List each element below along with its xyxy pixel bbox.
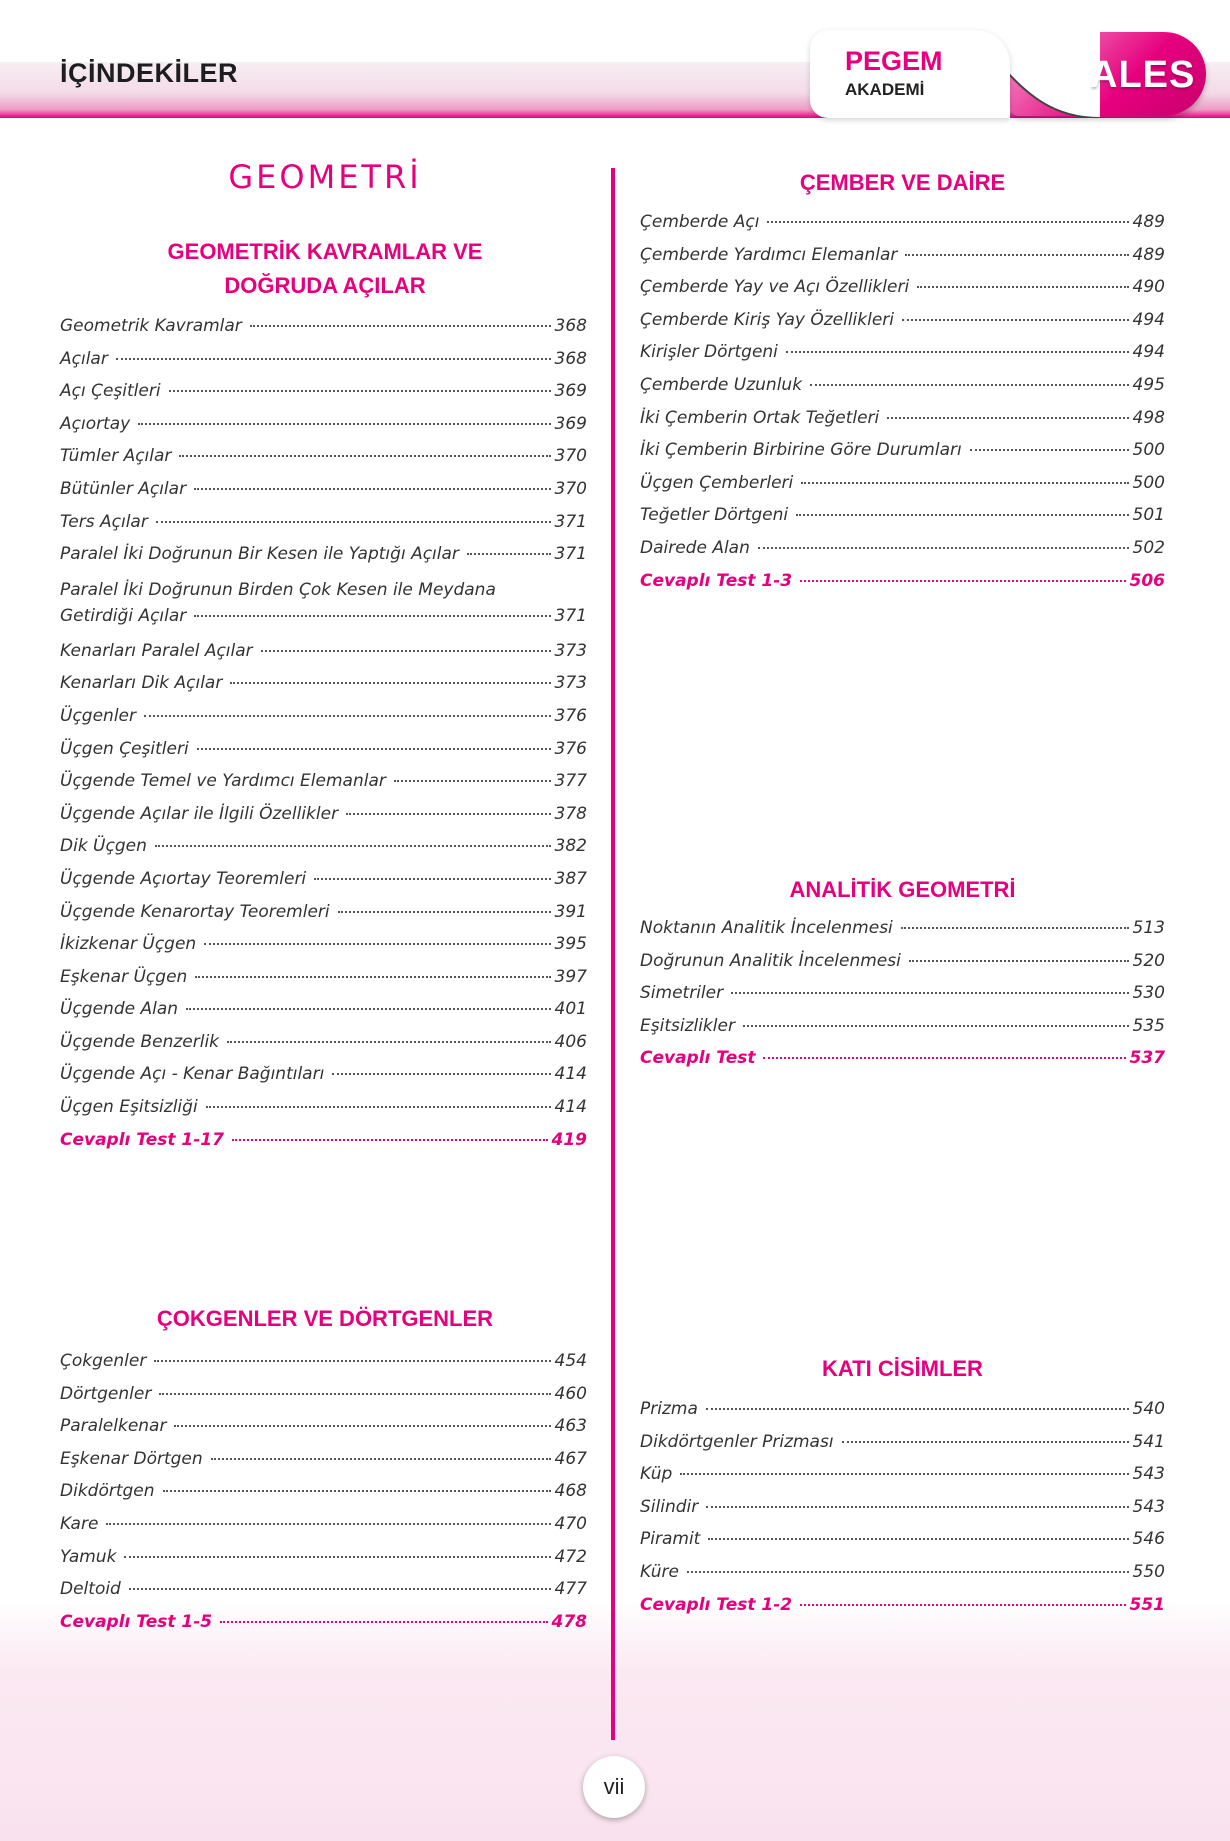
toc-entry-page: 541 [1132,1431,1165,1452]
toc-entry[interactable] [60,479,587,512]
toc-entry-page: 377 [554,771,587,792]
toc-entry[interactable] [60,1351,587,1384]
toc-entry-page: 550 [1132,1561,1165,1582]
toc-entry-page: 376 [554,705,587,726]
toc-entry[interactable] [640,245,1165,278]
toc-entry-title: Cevaplı Test 1-3 [640,570,793,591]
toc-entry-title: Üçgende Açılar ile İlgili Özellikler [60,803,339,824]
toc-entry-title: Çokgenler [60,1351,147,1371]
toc-entry[interactable] [60,1064,587,1097]
toc-entry-page: 498 [1132,407,1165,428]
toc-entry-page: 371 [554,544,587,565]
toc-entry[interactable] [640,918,1165,951]
dot-leader [706,1506,1128,1508]
toc-entry-page: 370 [554,478,587,499]
toc-entry-page: 537 [1129,1048,1165,1069]
toc-entry[interactable] [60,902,587,935]
toc-entry-title: Açı Çeşitleri [60,381,161,402]
toc-entry[interactable] [60,1032,587,1065]
toc-entry-answer-test[interactable] [640,1595,1165,1628]
toc-entry-page: 543 [1132,1496,1165,1517]
section-title-geometric-concepts [60,235,590,303]
toc-entry-title: Cevaplı Test 1-2 [640,1594,793,1615]
toc-entry-title: Cevaplı Test [640,1048,756,1069]
toc-entry-title: Dairede Alan [640,537,750,558]
toc-entry[interactable] [640,1432,1165,1465]
dot-leader [338,911,551,913]
toc-entry-page: 391 [554,901,587,922]
toc-list-polygons [60,1351,587,1644]
toc-entry[interactable] [640,951,1165,984]
dot-leader [154,1360,550,1362]
dot-leader [227,1041,551,1043]
toc-entry-title: Küp [640,1464,673,1485]
dot-leader [800,1604,1125,1606]
toc-entry-page: 543 [1132,1464,1165,1485]
toc-entry-page: 489 [1132,244,1165,265]
toc-entry-title: Bütünler Açılar [60,478,187,499]
toc-entry-page: 495 [1132,374,1165,395]
toc-entry-answer-test[interactable] [640,571,1165,604]
toc-entry[interactable] [60,1449,587,1482]
toc-entry-page: 551 [1129,1594,1165,1615]
toc-entry[interactable] [60,349,587,382]
dot-leader [706,1408,1129,1410]
toc-entry[interactable] [60,673,587,706]
toc-entry-title: Üçgende Açıortay Teoremleri [60,868,307,889]
dot-leader [156,521,551,523]
toc-entry[interactable] [60,1547,587,1580]
toc-entry[interactable] [640,408,1165,441]
toc-entry[interactable] [60,414,587,447]
toc-entry[interactable] [640,983,1165,1016]
toc-entry-title: Deltoid [60,1579,121,1600]
toc-entry[interactable] [60,739,587,772]
toc-entry-page: 513 [1132,918,1165,938]
dot-leader [124,1556,550,1558]
toc-entry-title: Çemberde Yardımcı Elemanlar [640,244,898,265]
toc-entry-title: Açıortay [60,413,131,434]
toc-entry-page: 406 [554,1031,587,1052]
dot-leader [810,384,1129,386]
toc-entry[interactable] [60,446,587,479]
toc-entry-title: Kare [60,1513,99,1534]
dot-leader [680,1473,1128,1475]
toc-entry[interactable] [640,277,1165,310]
dot-leader [743,1025,1129,1027]
toc-entry-title: Yamuk [60,1546,117,1567]
toc-entry-page: 478 [551,1611,587,1632]
dot-leader [901,927,1129,929]
toc-entry-title: Küre [640,1561,679,1582]
dot-leader [902,319,1129,321]
dot-leader [731,992,1128,994]
toc-entry-title: Üçgende Benzerlik [60,1031,220,1052]
toc-entry[interactable] [60,934,587,967]
toc-list-circle [640,212,1165,603]
toc-entry[interactable] [640,473,1165,506]
toc-entry-page: 490 [1132,277,1165,298]
toc-entry-title: Üçgen Eşitsizliği [60,1097,198,1118]
toc-entry-title: İkizkenar Üçgen [60,934,197,955]
toc-entry-page: 373 [554,640,587,661]
dot-leader [467,553,551,555]
toc-entry-title: Paralelkenar [60,1416,167,1437]
toc-entry-title: Dörtgenler [60,1383,152,1404]
toc-entry-page: 494 [1132,342,1165,363]
dot-leader [194,488,550,490]
toc-entry-title: Çemberde Uzunluk [640,374,803,395]
section-title-line: DOĞRUDA AÇILAR [224,273,426,298]
toc-entry[interactable] [60,1384,587,1417]
page-title: İÇİNDEKİLER [60,58,239,88]
toc-entry[interactable] [60,1416,587,1449]
section-title-polygons: ÇOKGENLER VE DÖRTGENLER [156,1306,494,1331]
toc-entry-page: 454 [554,1351,587,1371]
toc-entry-title: Kenarları Dik Açılar [60,673,223,694]
toc-entry-title: Paralel İki Doğrunun Bir Kesen ile Yaptığı Açılar [60,544,459,565]
toc-list-solids [640,1399,1165,1627]
toc-entry-page: 370 [554,446,587,467]
toc-entry[interactable] [640,1464,1165,1497]
toc-entry-title: Noktanın Analitik İncelenmesi [640,918,893,938]
dot-leader [211,1458,551,1460]
toc-entry[interactable] [60,641,587,674]
toc-entry-page: 395 [554,934,587,955]
dot-leader [758,547,1129,549]
toc-entry-page: 472 [554,1546,587,1567]
toc-entry[interactable] [60,1579,587,1612]
toc-entry-title: Teğetler Dörtgeni [640,505,789,526]
toc-entry-title: Simetriler [640,983,724,1004]
toc-entry-page: 371 [554,511,587,532]
dot-leader [394,780,551,782]
toc-entry-title: Çemberde Kiriş Yay Özellikleri [640,309,895,330]
toc-entry-title: Prizma [640,1399,698,1419]
dot-leader [174,1425,550,1427]
toc-entry[interactable] [640,440,1165,473]
toc-entry-page: 376 [554,738,587,759]
dot-leader [763,1057,1125,1059]
toc-entry-title: Üçgende Kenarortay Teoremleri [60,901,330,922]
toc-entry[interactable] [640,342,1165,375]
dot-leader [144,715,551,717]
toc-entry-page: 546 [1132,1529,1165,1550]
toc-entry[interactable] [640,1529,1165,1562]
toc-entry-page: 500 [1132,472,1165,493]
dot-leader [905,254,1128,256]
toc-entry-page: 467 [554,1448,587,1469]
toc-entry-page: 477 [554,1579,587,1600]
toc-entry-title: Üçgen Çemberleri [640,472,794,493]
section-title-analytic: ANALİTİK GEOMETRİ [789,877,1016,902]
toc-entry-title: Dik Üçgen [60,836,147,857]
dot-leader [194,615,550,617]
toc-entry-title: Çemberde Yay ve Açı Özellikleri [640,277,910,298]
dot-leader [970,449,1129,451]
toc-entry[interactable] [60,512,587,545]
toc-entry-page: 535 [1132,1015,1165,1036]
dot-leader [129,1588,551,1590]
toc-entry-page: 494 [1132,309,1165,330]
toc-entry[interactable] [640,212,1165,245]
toc-entry[interactable] [60,544,587,577]
dot-leader [796,514,1128,516]
toc-entry-title: Eşitsizlikler [640,1015,735,1036]
toc-entry-page: 530 [1132,983,1165,1004]
toc-entry-title: Üçgen Çeşitleri [60,738,189,759]
dot-leader [887,417,1128,419]
toc-entry[interactable] [60,999,587,1032]
toc-entry[interactable] [640,1016,1165,1049]
toc-list-geometric-concepts [60,316,587,1162]
dot-leader [138,423,550,425]
toc-entry-answer-test[interactable] [60,1612,587,1645]
toc-entry[interactable] [60,771,587,804]
toc-entry-title: Üçgende Açı - Kenar Bağıntıları [60,1064,325,1085]
dot-leader [186,1008,551,1010]
toc-entry[interactable] [60,1481,587,1514]
dot-leader [842,1441,1129,1443]
dot-leader [800,580,1125,582]
brand-logo-sub: AKADEMİ [845,80,925,99]
toc-entry[interactable] [640,538,1165,571]
toc-entry-page: 387 [554,868,587,889]
dot-leader [179,455,550,457]
toc-entry-page: 502 [1132,537,1165,558]
toc-entry[interactable] [60,316,587,349]
toc-entry[interactable] [60,804,587,837]
toc-entry[interactable] [640,1497,1165,1530]
toc-entry-title: Tümler Açılar [60,446,172,467]
toc-list-analytic [640,918,1165,1081]
toc-entry-title: Üçgende Temel ve Yardımcı Elemanlar [60,771,386,792]
toc-entry-title: Eşkenar Dörtgen [60,1448,203,1469]
column-divider [611,168,615,1740]
toc-entry-page: 368 [554,348,587,369]
toc-entry-title: Silindir [640,1496,699,1517]
dot-leader [220,1621,547,1623]
toc-entry-page: 369 [554,413,587,434]
dot-leader [197,748,551,750]
dot-leader [116,358,551,360]
toc-entry-title: Cevaplı Test 1-5 [60,1611,213,1632]
toc-entry[interactable] [60,1097,587,1130]
toc-entry-title: İki Çemberin Birbirine Göre Durumları [640,440,962,461]
brand-logo-name: PEGEM [845,46,943,76]
dot-leader [909,960,1129,962]
dot-leader [801,482,1128,484]
dot-leader [155,845,551,847]
dot-leader [163,1490,551,1492]
toc-entry-page: 540 [1132,1399,1165,1419]
toc-entry-page: 500 [1132,440,1165,461]
toc-entry[interactable] [60,577,587,641]
toc-entry[interactable] [640,375,1165,408]
dot-leader [767,221,1128,223]
toc-entry-page: 369 [554,381,587,402]
toc-entry-title: Doğrunun Analitik İncelenmesi [640,950,901,971]
dot-leader [232,1139,548,1141]
toc-entry-page: 414 [554,1064,587,1085]
toc-entry[interactable] [60,706,587,739]
dot-leader [917,286,1128,288]
toc-entry-page: 468 [554,1481,587,1502]
toc-entry-page: 373 [554,673,587,694]
toc-entry-title-cont: Getirdiği Açılar [60,605,187,626]
dot-leader [314,878,550,880]
toc-entry-title: Paralel İki Doğrunun Birden Çok Kesen ile Meydana [60,579,496,600]
toc-entry[interactable] [60,869,587,902]
toc-entry-title: Çemberde Açı [640,212,760,232]
dot-leader [346,813,550,815]
dot-leader [195,976,550,978]
toc-entry[interactable] [640,310,1165,343]
toc-entry[interactable] [60,836,587,869]
section-title-circle: ÇEMBER VE DAİRE [799,170,1006,195]
toc-entry-page: 501 [1132,505,1165,526]
section-title-solids: KATI CİSİMLER [822,1356,983,1381]
toc-entry-page: 419 [551,1129,587,1150]
toc-entry-title: Kirişler Dörtgeni [640,342,778,363]
dot-leader [159,1393,550,1395]
dot-leader [169,390,551,392]
toc-entry[interactable] [640,1399,1165,1432]
dot-leader [332,1073,550,1075]
toc-entry-page: 382 [554,836,587,857]
dot-leader [206,1106,551,1108]
toc-entry-page: 397 [554,966,587,987]
toc-entry-title: Piramit [640,1529,701,1550]
toc-entry-page: 470 [554,1513,587,1534]
toc-entry-page: 520 [1132,950,1165,971]
main-title: GEOMETRİ [228,158,422,196]
toc-entry-page: 401 [554,999,587,1020]
toc-entry-page: 463 [554,1416,587,1437]
dot-leader [261,650,551,652]
toc-entry-page: 414 [554,1097,587,1118]
toc-entry[interactable] [640,1562,1165,1595]
toc-entry-title: Kenarları Paralel Açılar [60,640,253,661]
toc-entry-title: Cevaplı Test 1-17 [60,1129,224,1150]
toc-entry-title: Geometrik Kavramlar [60,316,242,336]
dot-leader [708,1538,1128,1540]
toc-entry-title: İki Çemberin Ortak Teğetleri [640,407,880,428]
dot-leader [106,1523,550,1525]
series-label: ALES [1090,54,1196,96]
toc-entry[interactable] [640,505,1165,538]
page-number: vii [583,1756,645,1818]
toc-entry-title: Eşkenar Üçgen [60,966,188,987]
dot-leader [687,1571,1129,1573]
toc-entry[interactable] [60,1514,587,1547]
toc-entry-page: 368 [554,316,587,336]
toc-entry-page: 506 [1129,570,1165,591]
toc-entry-page: 460 [554,1383,587,1404]
toc-entry-title: Açılar [60,348,108,369]
dot-leader [250,325,551,327]
toc-entry-title: Ters Açılar [60,511,148,532]
toc-entry-title: Dikdörtgenler Prizması [640,1431,834,1452]
dot-leader [786,351,1129,353]
dot-leader [204,943,550,945]
toc-entry[interactable] [60,381,587,414]
toc-entry-answer-test[interactable] [640,1048,1165,1081]
toc-entry-page: 371 [554,605,587,626]
toc-entry-title: Üçgenler [60,705,136,726]
toc-entry-page: 489 [1132,212,1165,232]
toc-entry[interactable] [60,967,587,1000]
toc-entry-answer-test[interactable] [60,1130,587,1163]
toc-entry-page: 378 [554,803,587,824]
toc-entry-title: Üçgende Alan [60,999,179,1020]
dot-leader [230,682,550,684]
section-title-line: GEOMETRİK KAVRAMLAR VE [167,239,483,264]
toc-entry-title: Dikdörtgen [60,1481,155,1502]
